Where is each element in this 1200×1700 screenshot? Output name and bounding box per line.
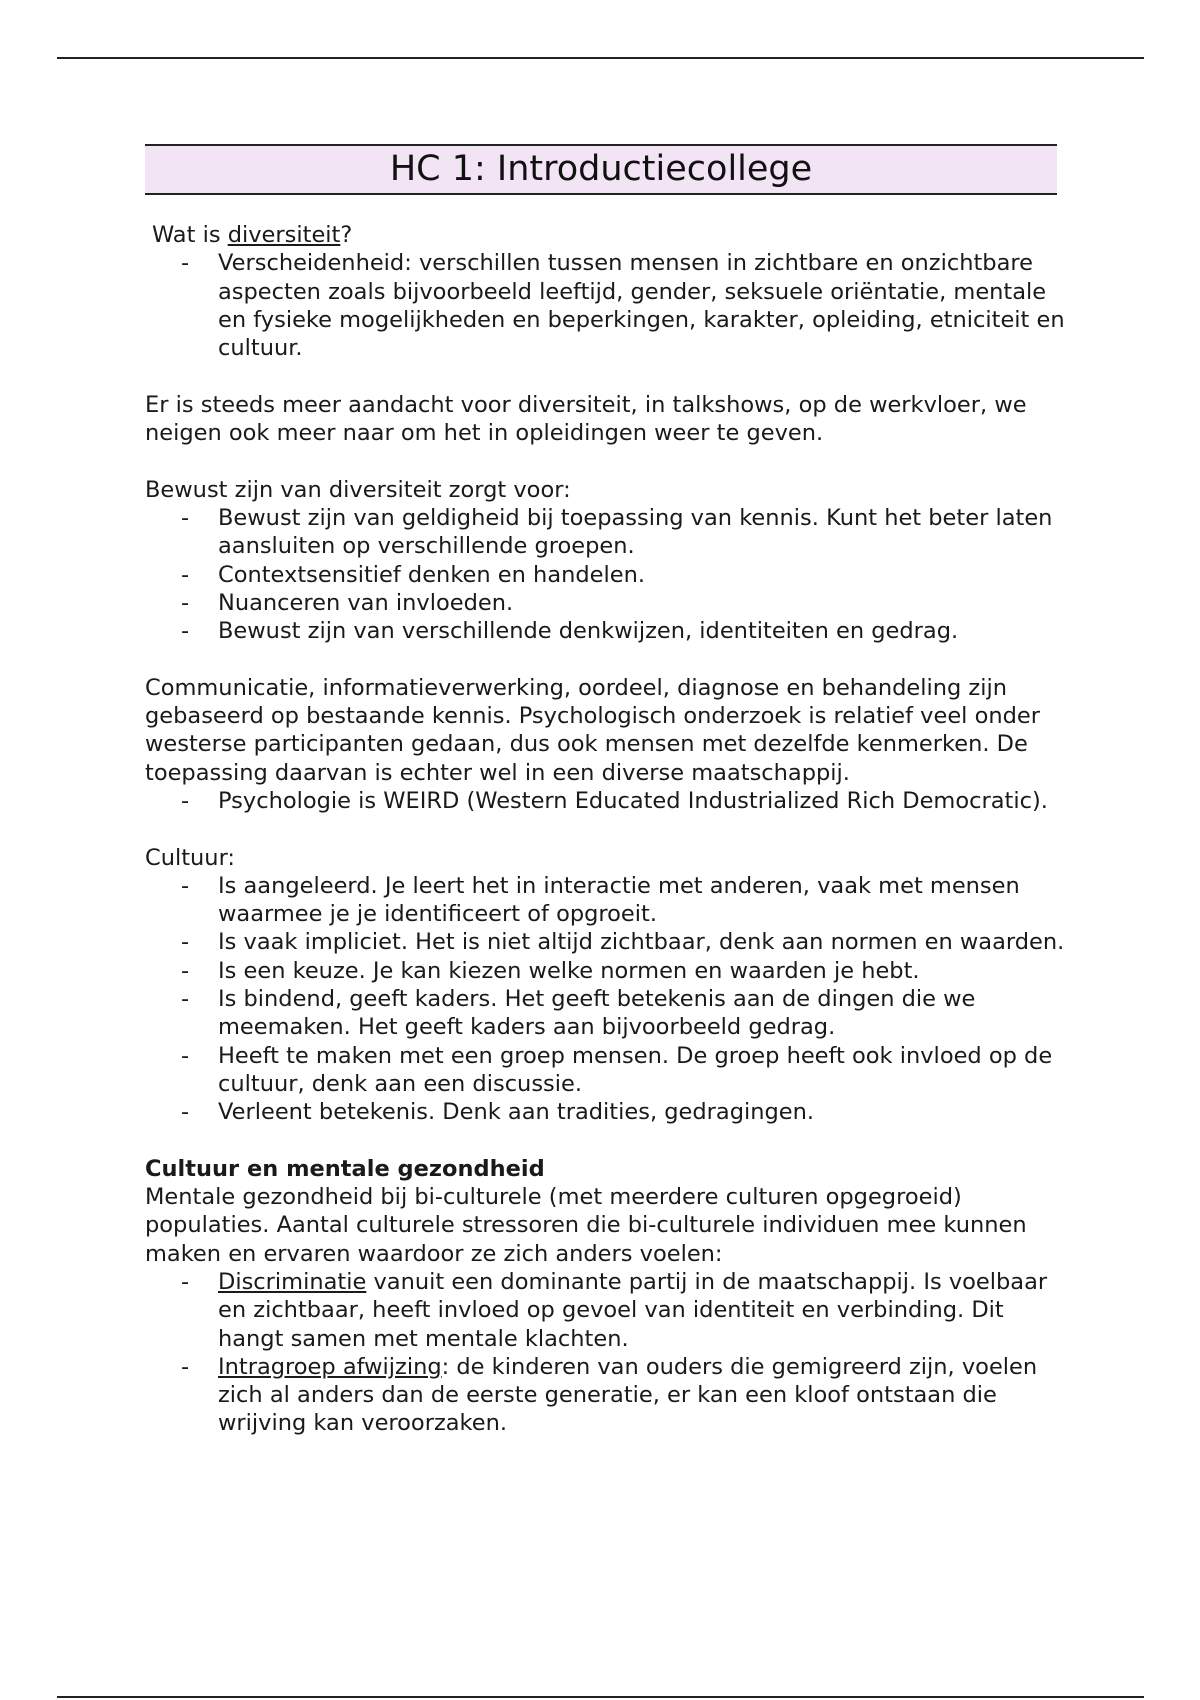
list-item: - Psychologie is WEIRD (Western Educated Industrialized Rich Democratic). bbox=[181, 787, 1048, 814]
list-item: - Discriminatie vanuit een dominante partij in de maatschappij. Is voelbaar en zichtbaar, heeft invloed op gevoel van identiteit en verbinding. Dit hangt samen met mentale klachten. bbox=[181, 1268, 1048, 1352]
list-item: - Contextsensitief denken en handelen. bbox=[181, 561, 645, 588]
awareness-list bbox=[145, 504, 1075, 645]
top-rule bbox=[57, 57, 1144, 59]
list-item: - Nuanceren van invloeden. bbox=[181, 589, 514, 616]
section-heading: Cultuur en mentale gezondheid bbox=[145, 1155, 545, 1182]
list-item: - Bewust zijn van geldigheid bij toepassing van kennis. Kunt het beter laten aansluiten op verschillende groepen. bbox=[181, 504, 1053, 560]
stressor-list bbox=[145, 1268, 1075, 1438]
list-item: - Intragroep afwijzing: de kinderen van ouders die gemigreerd zijn, voelen zich al anders dan de eerste generatie, er kan een kloof ontstaan die wrijving kan veroorzaken. bbox=[181, 1353, 1038, 1437]
list-item: - Is bindend, geeft kaders. Het geeft betekenis aan de dingen die we meemaken. Het geeft kaders aan bijvoorbeeld gedrag. bbox=[181, 986, 976, 1041]
diversity-question bbox=[145, 221, 1075, 249]
list-item: - Verscheidenheid: verschillen tussen mensen in zichtbare en onzichtbare aspecten zoals bijvoorbeeld leeftijd, gender, seksuele oriëntatie, mentale en fysieke mogelijkheden en beperkingen, karakter, opleiding, etniciteit en cultuur. bbox=[181, 250, 1065, 362]
communication-paragraph: Communicatie, informatieverwerking, oordeel, diagnose en behandeling zijn gebaseerd op bestaande kennis. Psychologisch onderzoek is relatief veel onder westerse participanten gedaan, dus ook mensen met dezelfde kenmerken. De toepassing daarvan is echter wel in een diverse maatschappij. bbox=[145, 674, 1040, 786]
question-suffix: ? bbox=[340, 222, 353, 248]
bottom-rule bbox=[57, 1696, 1144, 1698]
stressor-term: Intragroep afwijzing bbox=[218, 1353, 442, 1380]
list-item: - Heeft te maken met een groep mensen. De groep heeft ook invloed op de cultuur, denk aan een discussie. bbox=[181, 1042, 1053, 1097]
list-item: - Is een keuze. Je kan kiezen welke normen en waarden je hebt. bbox=[181, 957, 920, 984]
culture-list bbox=[145, 872, 1075, 1127]
list-item: - Bewust zijn van verschillende denkwijzen, identiteiten en gedrag. bbox=[181, 618, 959, 645]
page-title: HC 1: Introductiecollege bbox=[145, 144, 1057, 195]
document-body bbox=[145, 221, 1075, 1438]
mental-health-paragraph: Mentale gezondheid bij bi-culturele (met meerdere culturen opgegroeid) populaties. Aantal culturele stressoren die bi-culturele individuen mee kunnen maken en ervaren waardoor ze zich anders voelen: bbox=[145, 1184, 1027, 1267]
awareness-intro: Bewust zijn van diversiteit zorgt voor: bbox=[145, 476, 571, 503]
list-item: - Is vaak impliciet. Het is niet altijd zichtbaar, denk aan normen en waarden. bbox=[181, 929, 1065, 956]
list-item: - Is aangeleerd. Je leert het in interactie met anderen, vaak met mensen waarmee je je identificeert of opgroeit. bbox=[181, 872, 1020, 928]
question-term: diversiteit bbox=[227, 222, 341, 248]
question-prefix: Wat is bbox=[152, 222, 228, 248]
stressor-term: Discriminatie bbox=[218, 1268, 367, 1295]
diversity-list bbox=[145, 249, 1075, 362]
culture-intro: Cultuur: bbox=[145, 844, 235, 871]
attention-paragraph: Er is steeds meer aandacht voor diversiteit, in talkshows, op de werkvloer, we neigen ook meer naar om het in opleidingen weer te geven. bbox=[145, 391, 1027, 447]
communication-list bbox=[145, 787, 1075, 815]
list-item: - Verleent betekenis. Denk aan tradities, gedragingen. bbox=[181, 1099, 815, 1126]
